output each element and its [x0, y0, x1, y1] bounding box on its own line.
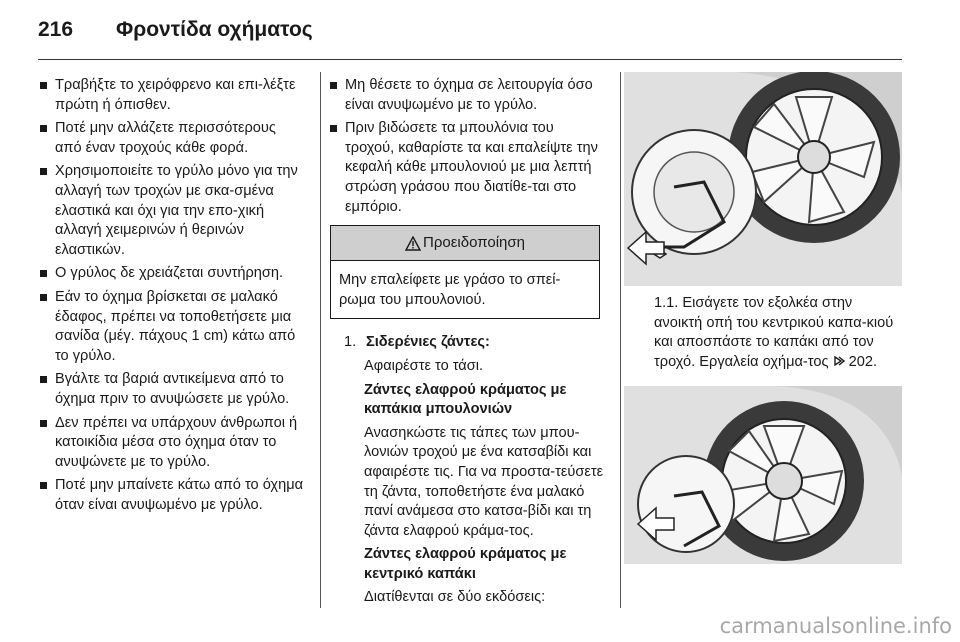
bullet-icon: [40, 270, 47, 277]
watermark: carmanualsonline.info: [719, 614, 952, 638]
bullet-icon: [40, 125, 47, 132]
step-text: Αφαιρέστε το τάσι.: [364, 357, 484, 374]
list-item-text: Ποτέ μην αλλάζετε περισσότερους από έναν τροχούς κάθε φορά.: [55, 120, 276, 156]
column-left: [40, 76, 306, 519]
bullet-icon: [40, 168, 47, 175]
list-item-text: Τραβήξτε το χειρόφρενο και επι-λέξτε πρώτη ή όπισθεν.: [55, 77, 296, 113]
bullet-list: [40, 76, 306, 515]
list-item: [40, 414, 306, 473]
list-item-text: Εάν το όχημα βρίσκεται σε μαλακό έδαφος, πρέπει να τοποθετήσετε μια σανίδα (μέγ. πάχους 1 cm) κάτω από το γρύλο.: [55, 288, 296, 364]
list-item: [330, 76, 606, 115]
bullet-icon: [330, 125, 337, 132]
bullet-icon: [40, 420, 47, 427]
list-item: [40, 476, 306, 515]
bullet-icon: [40, 376, 47, 383]
wheel-cap-removal-illustration: [624, 72, 902, 286]
column-divider: [620, 72, 621, 608]
step-body: [330, 357, 606, 608]
step-subheading: Ζάντες ελαφρού κράματος με κεντρικό καπάκι: [364, 546, 567, 582]
step-text: Διατίθενται σε δύο εκδόσεις:: [364, 589, 546, 606]
warning-text: Μην επαλείφετε με γράσο το σπεί-ρωμα του μπουλονιού.: [339, 272, 561, 308]
step-number: 1.: [344, 334, 357, 351]
list-item: [40, 264, 306, 284]
column-right: [624, 72, 902, 564]
step-item: [330, 333, 606, 608]
list-item-text: Ο γρύλος δε χρειάζεται συντήρηση.: [55, 265, 284, 282]
bullet-icon: [330, 82, 337, 89]
wheel-center-cap-illustration: [624, 386, 902, 564]
list-item: [330, 119, 606, 217]
list-item-text: Μη θέσετε το όχημα σε λειτουργία όσο είναι ανυψωμένο με το γρύλο.: [345, 77, 593, 113]
list-item: [40, 162, 306, 260]
page-title: Φροντίδα οχήματος: [116, 18, 313, 41]
step-text: Ανασηκώστε τις τάπες των μπου-λονιών τροχού με ένα κατσαβίδι και αφαιρέστε τις. Για να προστα-τεύσετε τη ζάντα, τοποθετήστε ένα μαλακό πανί ανάμεσα στο κατσα-βίδι και τη ζάντα ελαφρού κράμα-τος.: [364, 424, 604, 539]
warning-title: Προειδοποίηση: [423, 234, 525, 252]
list-item-text: Ποτέ μην μπαίνετε κάτω από το όχημα όταν είναι ανυψωμένο με γρύλο.: [55, 477, 304, 513]
wheel-illustration-icon: [624, 72, 902, 286]
figure-caption: [624, 286, 902, 372]
list-item-text: Δεν πρέπει να υπάρχουν άνθρωποι ή κατοικίδια μέσα στο όχημα όταν το ανυψώνετε με το γρύλο.: [55, 414, 298, 470]
bullet-icon: [40, 82, 47, 89]
header-rule: [38, 59, 902, 60]
step-subheading: Ζάντες ελαφρού κράματος με καπάκια μπουλονιών: [364, 381, 567, 418]
list-item: [40, 288, 306, 366]
list-item-text: Χρησιμοποιείτε το γρύλο μόνο για την αλλαγή των τροχών με σκα-σμένα ελαστικά και όχι για την επο-χική αλλαγή χειμερινών ή θερινών ελαστικών.: [55, 163, 298, 258]
warning-header: [331, 226, 599, 261]
wheel-illustration-icon: [624, 386, 902, 564]
bullet-list: [330, 76, 606, 217]
list-item: [40, 370, 306, 409]
bullet-icon: [40, 294, 47, 301]
list-item-text: Πριν βιδώσετε τα μπουλόνια του τροχού, καθαρίστε τα και επαλείψτε την κεφαλή κάθε μπουλονιού με μια λεπτή στρώση γράσου που διατίθε-ται στο εμπόριο.: [345, 120, 598, 215]
list-item-text: Βγάλτε τα βαριά αντικείμενα από το όχημα πριν το ανυψώσετε με γρύλο.: [55, 371, 290, 407]
column-middle: [330, 76, 606, 612]
column-divider: [320, 72, 321, 608]
page-number: 216: [38, 18, 74, 41]
warning-box: [330, 225, 600, 319]
page-reference-icon: [833, 355, 845, 367]
warning-triangle-icon: [405, 236, 421, 251]
list-item: [40, 119, 306, 158]
list-item: [40, 76, 306, 115]
caption-ref: 202.: [848, 353, 878, 370]
caption-text: 1.1. Εισάγετε τον εξολκέα στην ανοικτή οπή του κεντρικού καπα-κιού και αποσπάστε το καπάκι από τον τροχό. Εργαλεία οχήμα-τος: [654, 295, 894, 370]
step-heading: Σιδερένιες ζάντες:: [366, 334, 490, 351]
bullet-icon: [40, 482, 47, 489]
page-header: [0, 0, 960, 62]
